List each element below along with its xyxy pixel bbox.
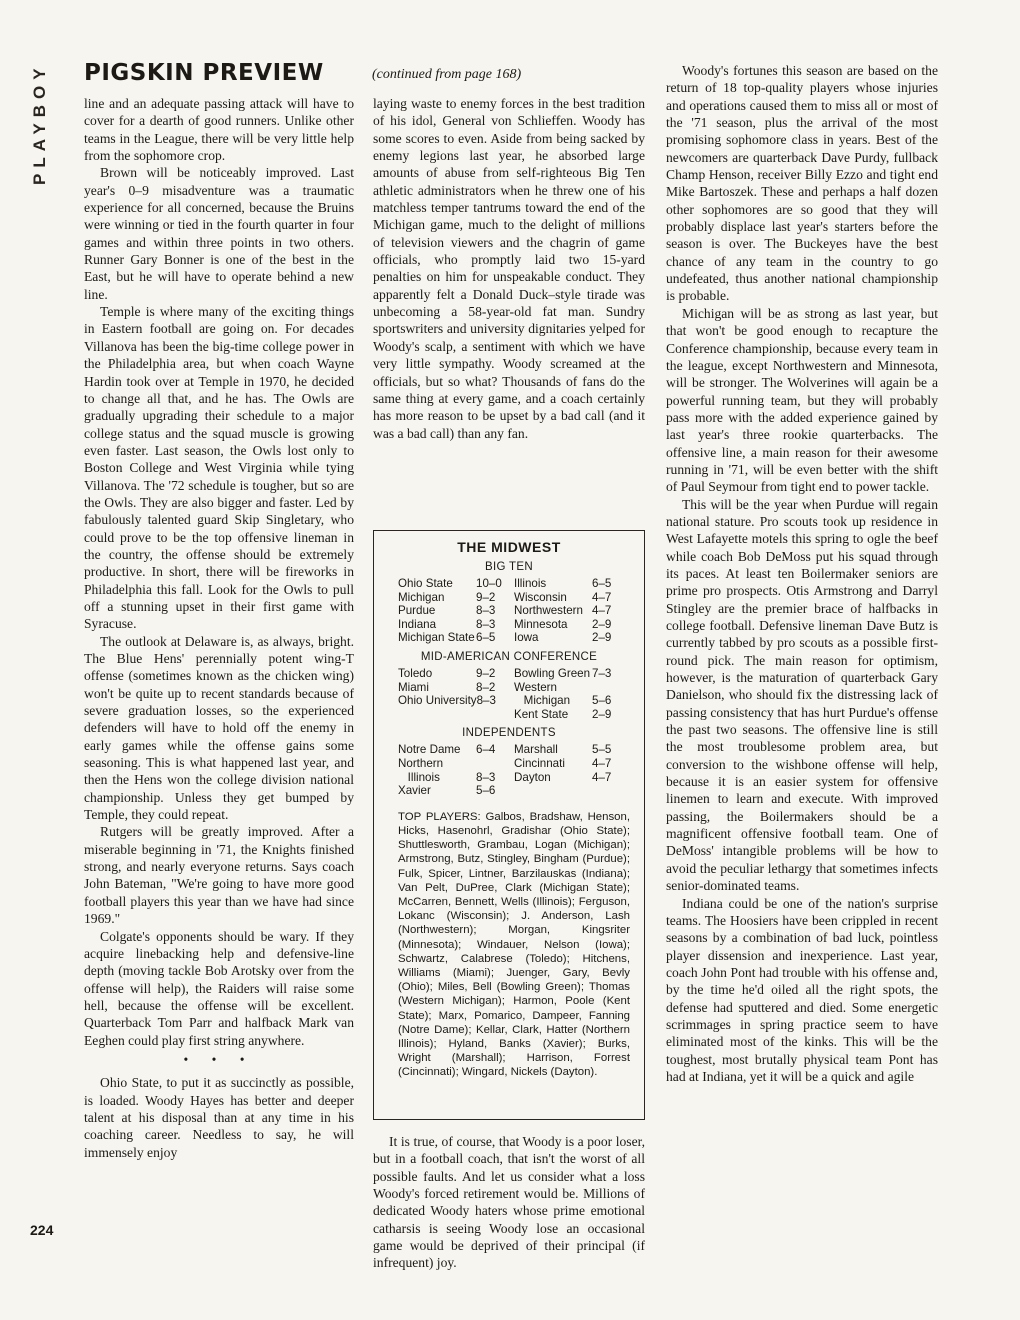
team-record: 4–7 [592,604,612,618]
standing-row [398,591,514,605]
team-name: Ohio University [398,694,477,708]
paragraph: The outlook at Delaware is, as always, bright. The Blue Hens' perennially potent wing-T offense (sometimes known as the chicken wing) won't be quite up to recent standards because of severe graduation losses, so the experienced defenders will have to hold off the enemy in early games while the offense gains some seasoning. This is what happened last year, and then the Hens won the college division national championship. Unless they get bumped by Temple, they could repeat. [84,633,354,823]
column-3 [666,62,938,1085]
team-record: 2–9 [592,707,612,721]
team-name: Northern [398,756,444,770]
paragraph: Colgate's opponents should be wary. If they acquire linebacking help and defensive-line depth (moving tackle Bob Arotsky over from the offense will help), the Raiders will raise some hell, because the offense will be excellent. Quarterback Tom Parr and halfback Mark van Eeghen could play first string anywhere. [84,928,354,1048]
team-record: 6–4 [476,743,496,757]
paragraph: Michigan will be as strong as last year, but that won't be good enough to recapture the Conference championship, because every team in the league, except Northwestern and Minnesota, will be stronger. The Wolverines will again be a powerful running team, but they will probably pass more with the added experience gained by last year's three rookie quarterbacks. The offensive line, a main reason for their awesome running in '71, will be even better with the shift of Paul Seymour from tight end to power tackle. [666,305,938,495]
team-record: 9–2 [476,590,496,604]
standing-row [514,681,630,695]
standing-row [514,694,630,708]
paragraph: This will be the year when Purdue will regain national stature. Pro scouts took up residence in West Lafayette motels this spring to ogle the beef while coach Bob DeMoss put his squad through its paces. At least ten Boilermaker seniors are prime pro prospects. Otis Armstrong and Darryl Stingley are the premier brace of halfbacks in college football. Defensive lineman Dave Butz is currently tabbed by pro scouts as a possible first-round pick. The main reason for optimism, however, is the maturation of quarterback Gary Danielson, who should fix the distressing lack of passing consistency that has hurt Purdue's offense the past two seasons. The offensive line is still the most troublesome problem area, but conversion to the wishbone offense will help, because it is an easier system for offensive linemen to learn and execute. With improved passing, the Boilermakers should be a magnificent offensive football team. One of DeMoss' intangible problems will be how to avoid the peculiar lethargy that sometimes infects senior-dominated teams. [666,496,938,894]
paragraph: Brown will be noticeably improved. Last year's 0–9 misadventure was a traumatic experience for all concerned, because the Bruins were winning or tied in the fourth quarter in four games and within three points in two others. Runner Gary Bonner is one of the best in the East, but he will have to operate behind a new line. [84,165,354,302]
article-title: PIGSKIN PREVIEW [84,60,324,86]
standing-row [398,618,514,632]
standings-right [514,743,630,797]
team-name: Purdue [398,604,436,618]
magazine-brand: PLAYBOY [30,62,49,185]
paragraph: Rutgers will be greatly improved. After a miserable beginning in '71, the Knights finished strong, and nearly everyone returns. Says coach John Bateman, "We're going to have more good football players this year than we have had since 1969." [84,824,354,927]
team-name: Michigan State [398,631,475,645]
team-record: 7–3 [592,666,612,680]
column-2-bottom [373,1133,645,1272]
standing-row [514,591,630,605]
team-record: 5–6 [592,694,612,708]
paragraph: Woody's fortunes this season are based on the return of 18 top-quality players whose injuries and operations caused them to miss all or most of the '71 season, plus the arrival of the most promising sophomore class in years. Best of the newcomers are quarterback Dave Purdy, fullback Champ Henson, receiver Billy Ezzo and tight end Mike Bartoszek. These and perhaps a half dozen other sophomores are so good that they will probably displace last year's starters before the season is over. The Buckeyes have the best chance of any team in the country to go undefeated, thus another national championship is probable. [666,63,938,304]
paragraph: Temple is where many of the exciting things in Eastern football are going on. For decades Villanova has been the big-time college power in the Philadelphia area, but when coach Wayne Hardin took over at Temple in 1970, he decided to change all that, and he has. The Owls are gradually upgrading their schedule to a major college status and the squad muscle is growing even faster. Last season, the Owls lost only to Boston College and West Virginia while tying Villanova. The '72 schedule is tougher, but so are the Owls. They are also bigger and faster. Led by fabulously talented guard Skip Singletary, who could prove to be the top offensive lineman in the country, the offense should be extremely productive. In short, there will be fireworks in Philadelphia this fall. Look for the Owls to pull off a stunning upset in their first game with Syracuse. [84,304,354,632]
team-name: Illinois [398,770,440,784]
team-name: Bowling Green [514,666,591,680]
standing-row [398,681,514,695]
midwest-standings-box [373,530,645,1120]
standing-row [514,708,630,722]
standings-big-ten [374,577,644,645]
standing-row [398,694,514,708]
standings-independents [374,743,644,797]
team-name: Dayton [514,770,551,784]
standing-row [398,577,514,591]
standing-row [398,667,514,681]
team-name: Minnesota [514,617,568,631]
team-record: 9–2 [476,666,496,680]
paragraph: Indiana could be one of the nation's surprise teams. The Hoosiers have been crippled in recent seasons by a combination of bad luck, pointless player dissension and inexperience. Last year, coach John Pont had trouble with his offense and, by the time he'd oiled all the right spots, the defense had sputtered and died. Some energetic scrimmages in spring practice seem to have eliminated most of the kinks. This will be the toughest, most brutally physical team Pont has had at Indiana, yet it will be a quick and agile [666,895,938,1084]
standing-row [514,667,630,681]
team-record [592,681,630,695]
page-number: 224 [30,1222,54,1238]
team-name: Toledo [398,666,433,680]
team-name: Cincinnati [514,756,565,770]
paragraph: line and an adequate passing attack will have to cover for a dearth of good runners. Unlike other teams in the League, there will be very little help from the sophomore crop. [84,96,354,164]
team-record: 5–5 [592,743,612,757]
standings-left [398,743,514,797]
section-heading-big-ten: BIG TEN [485,561,533,573]
team-name: Ohio State [398,577,453,590]
team-name: Notre Dame [398,743,461,757]
team-name: Indiana [398,617,437,631]
standing-row [514,771,630,785]
team-record: 6–5 [476,631,496,645]
standing-row [514,631,630,645]
team-name: Iowa [514,631,539,645]
standing-row [514,743,630,757]
standing-row [514,618,630,632]
standing-row [514,577,630,591]
team-record: 4–7 [592,756,612,770]
team-name: Illinois [514,577,547,590]
standing-row [398,757,514,771]
team-name: Marshall [514,743,558,757]
paragraph: Ohio State, to put it as succinctly as possible, is loaded. Woody Hayes has better and deeper talent at his disposal than at any time in his coaching career. Needless to say, he will immensely enjoy [84,1075,354,1160]
team-record: 6–5 [592,577,612,590]
standings-right [514,667,630,721]
standing-row [398,784,514,798]
column-2-top [373,95,645,442]
standings-left [398,577,514,645]
team-record: 4–7 [592,770,612,784]
top-players-list: TOP PLAYERS: Galbos, Bradshaw, Henson, Hicks, Hasenohrl, Gradishar (Ohio State); Shuttlesworth, Grambau, Logan (Michigan); Armstrong, Butz, Stingley, Bingham (Purdue); Fulk, Spicer, Lintner, Barzilauskas (Indiana); Van Pelt, DuPree, Clark (Michigan State); McCarren, Bennett, Wells (Illinois); Ferguson, Lokanc (Wisconsin); J. Anderson, Lash (Northwestern); Morgan, Kingsriter (Minnesota); Windauer, Nelson (Iowa); Schwartz, Calabrese (Toledo); Hitchens, Williams (Miami); Juenger, Gary, Bevly (Ohio); Miles, Bell (Bowling Green); Thomas (Western Michigan); Harmon, Poole (Kent State); Marx, Pomarico, Dampeer, Fanning (Notre Dame); Kellar, Clark, Hatter (Northern Illinois); Hyland, Banks (Xavier); Burks, Wright (Marshall); Harrison, Forrest (Cincinnati); Wingard, Nickels (Dayton). [398,810,630,1079]
team-record: 2–9 [592,631,612,645]
standing-row [398,771,514,785]
team-record: 8–3 [476,770,496,784]
team-record: 8–2 [476,680,496,694]
team-name: Miami [398,680,429,694]
team-record: 8–3 [476,604,496,618]
standing-row [398,631,514,645]
team-name: Michigan [514,694,571,708]
standing-row [398,604,514,618]
paragraph: laying waste to enemy forces in the best tradition of his idol, General von Schlieffen. Woody has some scores to even. Aside from being sacked by enemy legions last year, he absorbed large amounts of abuse from self-righteous Big Ten athletic administrators when he threw one of his matchless temper tantrums toward the end of the Michigan game, much to the delight of millions of television viewers and the chagrin of game officials, who promptly laid two 15-yard penalties on him for unspeakable conduct. They apparently felt a Donald Duck–style tirade was unbecoming a 58-year-old fat man. Sundry sportswriters and university dignitaries yelped for Woody's scalp, a sentiment with which we have very little sympathy. Woody screamed at the officials, but so what? Thousands of fans do the same thing at every game, and a coach certainly has more reason to be upset by a bad call (and it was a bad call) than any fan. [373,96,645,441]
team-record: 8–3 [476,694,496,708]
paragraph: It is true, of course, that Woody is a poor loser, but in a football coach, that isn't the worst of all possible faults. And let us consider what a loss Woody's forced retirement would be. Millions of dedicated Woody haters whose prime emotional catharsis is seeing Woody lose an occasional game would be deprived of their principal (if infrequent) joy. [373,1134,645,1271]
team-record: 4–7 [592,590,612,604]
section-divider: • • • [183,1051,255,1067]
team-name: Wisconsin [514,590,567,604]
team-name: Northwestern [514,604,583,618]
section-heading-mac: MID-AMERICAN CONFERENCE [420,650,598,663]
standing-row [514,757,630,771]
continued-note: (continued from page 168) [372,67,522,82]
standings-mac [374,667,644,721]
column-1 [84,95,354,1161]
team-name: Kent State [514,707,569,721]
team-record: 10–0 [476,577,502,590]
box-title: THE MIDWEST [457,539,561,555]
standings-right [514,577,630,645]
team-record: 8–3 [476,617,496,631]
team-record: 5–6 [476,784,496,798]
standing-row [514,604,630,618]
standings-left [398,667,514,721]
team-name: Michigan [398,590,445,604]
section-heading-independents: INDEPENDENTS [462,727,556,740]
team-record: 2–9 [592,617,612,631]
team-record [476,757,514,771]
team-name: Xavier [398,784,431,798]
team-name: Western [514,680,557,694]
standing-row [398,743,514,757]
